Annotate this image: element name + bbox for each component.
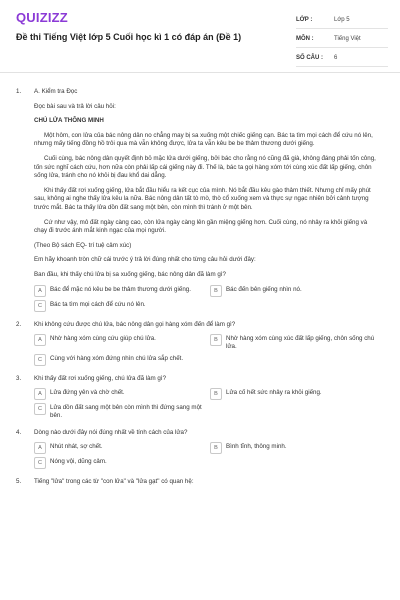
- option-text: Nhờ hàng xóm cùng xúc đất lấp giếng, chôn sống chú lửa.: [226, 335, 375, 350]
- option-text: Lửa dồn đất sang một bên còn mình thì đứng sang một bên.: [50, 404, 202, 420]
- question-number: 1.: [16, 88, 22, 95]
- meta-row-subject: [296, 31, 388, 48]
- option-text: Cùng với hàng xóm đứng nhìn chú lửa sắp chết.: [50, 354, 184, 362]
- option-text: Bác ta tìm mọi cách để cứu nó lên.: [50, 300, 146, 308]
- option-text: Lửa cố hết sức nhảy ra khỏi giếng.: [226, 389, 322, 397]
- options-grid: [34, 389, 378, 420]
- reading-instruction: Đọc bài sau và trả lời câu hỏi:: [34, 102, 116, 110]
- option-c[interactable]: [34, 458, 202, 469]
- document-title: Đề thi Tiếng Việt lớp 5 Cuối học kì 1 có đáp án (Đề 1): [16, 32, 242, 42]
- options-grid: [34, 335, 378, 366]
- question-number: 3.: [16, 374, 22, 382]
- worksheet-content: [0, 88, 400, 496]
- option-b[interactable]: [210, 335, 378, 351]
- question-text: Khi thấy đất rơi xuống giếng, chú lửa đã làm gì?: [34, 374, 167, 382]
- story-paragraph: Cứ như vậy, mô đất ngày càng cao, còn lửa ngày càng lên gần miệng giếng hơn. Cuối cùng, nó nhảy ra khỏi giếng và chạy đi trước ánh mắt kinh ngạc của mọi người.: [34, 218, 368, 235]
- meta-row-count: [296, 50, 388, 67]
- option-b[interactable]: [210, 286, 378, 297]
- meta-label: SỐ CÂU :: [296, 55, 323, 61]
- option-a[interactable]: [34, 389, 202, 400]
- option-c[interactable]: [34, 404, 202, 420]
- option-text: Nhờ hàng xóm cùng cứu giúp chú lửa.: [50, 335, 156, 343]
- option-a[interactable]: [34, 286, 202, 297]
- question-number: 5.: [16, 478, 22, 486]
- option-letter: B: [210, 442, 222, 454]
- question-4: [0, 429, 400, 470]
- options-grid: [34, 286, 378, 312]
- question-text: Tiếng "lửa" trong các từ "con lửa" và "lửa gạt" có quan hệ:: [34, 478, 194, 486]
- option-b[interactable]: [210, 443, 378, 454]
- option-letter: B: [210, 285, 222, 297]
- question-number: 4.: [16, 428, 22, 436]
- option-text: Bình tĩnh, thông minh.: [226, 443, 287, 451]
- question-2: [0, 321, 400, 366]
- section-heading: A. Kiểm tra Đọc: [34, 88, 78, 95]
- option-letter: A: [34, 388, 46, 400]
- option-letter: A: [34, 334, 46, 346]
- option-b[interactable]: [210, 389, 378, 400]
- option-text: Nóng vội, dũng cảm.: [50, 458, 107, 466]
- option-letter: A: [34, 285, 46, 297]
- option-letter: B: [210, 334, 222, 346]
- option-a[interactable]: [34, 335, 202, 351]
- story-title: CHÚ LỬA THÔNG MINH: [34, 117, 104, 125]
- option-c[interactable]: [34, 355, 202, 366]
- worksheet-header: [0, 0, 400, 73]
- option-letter: A: [34, 442, 46, 454]
- quizizz-logo: QUIZIZZ: [16, 10, 68, 25]
- option-letter: C: [34, 300, 46, 312]
- option-a[interactable]: [34, 443, 202, 454]
- question-text: Dòng nào dưới đây nói đúng nhất về tính cách của lửa?: [34, 428, 188, 436]
- meta-row-class: [296, 12, 388, 29]
- question-1: [0, 88, 400, 312]
- question-5: [0, 478, 400, 487]
- question-text: Khi không cứu được chú lửa, bác nông dân gọi hàng xóm đến để làm gì?: [34, 320, 236, 328]
- story-paragraph: Khi thấy đất rơi xuống giếng, lửa bắt đầu hiểu ra kết cục của mình. Nó bắt đầu kêu gào thảm thiết. Nhưng chỉ mấy phút sau, không ai nghe thấy lửa kêu la nữa. Bác nông dân tất tò mò, thò cổ xuống xem và thực sự ngạc nhiên bởi cảnh tượng trước mắt. Bác ta thấy lửa dồn đất sang một bên, còn mình thì tránh ở một bên.: [34, 186, 371, 211]
- option-text: Lửa đứng yên và chờ chết.: [50, 389, 125, 397]
- question-number: 2.: [16, 320, 22, 328]
- option-text: Bác đến bên giếng nhìn nó.: [226, 285, 302, 293]
- meta-value: 6: [334, 55, 338, 61]
- meta-table: [296, 12, 388, 67]
- option-letter: C: [34, 354, 46, 366]
- story-paragraph: Một hôm, con lửa của bác nông dân no chẳng may bị sa xuống một chiếc giếng cạn. Bác ta tìm mọi cách để cứu nó lên, nhưng mấy tiếng đồng hồ trôi qua mà vẫn không được, lửa ta vẫn kêu be be thảm thương dưới giếng.: [34, 131, 373, 148]
- option-text: Nhút nhát, sợ chết.: [50, 443, 103, 451]
- option-c[interactable]: [34, 301, 202, 312]
- question-text: Ban đầu, khi thấy chú lửa bị sa xuống giếng, bác nông dân đã làm gì?: [34, 270, 226, 278]
- meta-label: MÔN :: [296, 36, 314, 42]
- story-source: (Theo Bộ sách EQ- trí tuệ cảm xúc): [34, 241, 132, 249]
- answer-prompt: Em hãy khoanh tròn chữ cái trước ý trả lời đúng nhất cho từng câu hỏi dưới đây:: [34, 256, 256, 264]
- option-letter: B: [210, 388, 222, 400]
- option-letter: C: [34, 403, 46, 415]
- options-grid: [34, 443, 378, 469]
- option-text: Bác để mặc nó kêu be be thảm thương dưới giếng.: [50, 285, 191, 293]
- meta-value: Lớp 5: [334, 17, 350, 23]
- story-paragraph: Cuối cùng, bác nông dân quyết định bỏ mặc lửa dưới giếng, bởi bác cho rằng nó cũng đã già, không đáng phải tốn công, tốn sức nghĩ cách cứu, hơn nữa còn phải lấp cái giếng này đi. Thế là, bác ta gọi hàng xóm tới cùng xúc đất lấp giếng, chôn sống lửa, tránh cho nó khỏi bị đau khổ dai dẳng.: [34, 154, 376, 180]
- question-3: [0, 375, 400, 420]
- meta-label: LỚP :: [296, 17, 313, 23]
- meta-value: Tiếng Việt: [334, 36, 361, 42]
- option-letter: C: [34, 457, 46, 469]
